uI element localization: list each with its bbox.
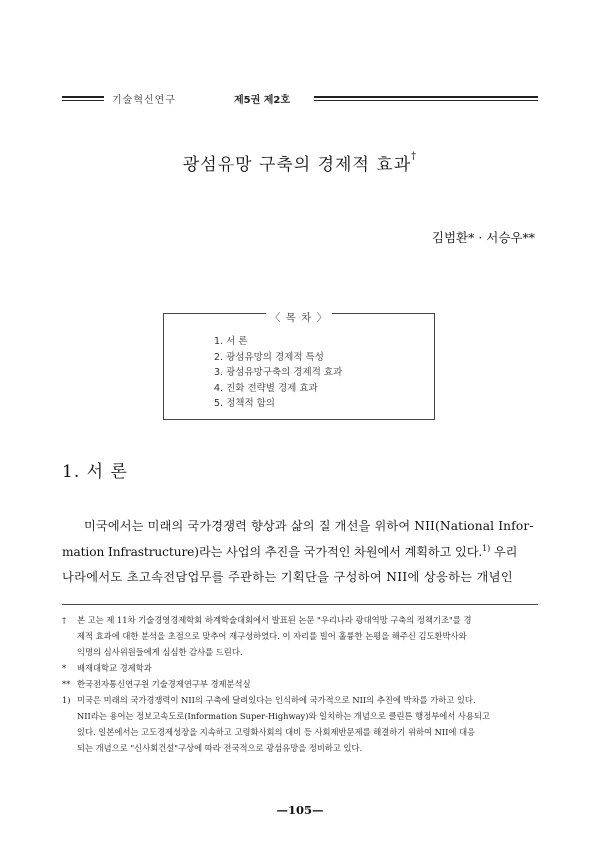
toc-item: 5. 정책적 함의 xyxy=(214,398,275,409)
journal-name: 기술혁신연구 xyxy=(112,95,176,106)
journal-volume: 제5권 제2호 xyxy=(234,95,291,106)
header-rule-left xyxy=(62,96,104,101)
footnote-line: 미국은 미래의 국가경쟁력이 NII의 구축에 달려있다는 인식하에 국가적으로 NII의 추진에 박차를 가하고 있다. xyxy=(77,695,476,705)
footnote-line: 배재대학교 경제학과 xyxy=(77,663,152,673)
footnote-line: 익명의 심사위원들에게 심심한 감사를 드린다. xyxy=(77,647,243,657)
footnote-rule xyxy=(62,604,538,605)
body-line: 나라에서도 초고속전담업무를 주관하는 기획단을 구성하여 NII에 상응하는 개념인 xyxy=(62,570,513,584)
running-header xyxy=(62,91,538,107)
paper-title-text: 광섬유망 구축의 경제적 효과 xyxy=(182,155,412,175)
footnote xyxy=(62,676,538,692)
header-rule-right xyxy=(314,96,538,101)
footnote-line: 본 고는 제 11차 기술경영경제학회 하계학술대회에서 발표된 논문 "우리나라 광대역망 구축의 정책기조"를 경 xyxy=(77,615,472,625)
footnote-line: 있다. 일본에서는 고도경제성장을 지속하고 고령화사회의 대비 등 사회제반문제를 해결하기 위하여 NII에 대응 xyxy=(77,727,476,737)
toc-item: 1. 서 론 xyxy=(214,336,248,347)
paper-title xyxy=(0,150,600,175)
section-heading: 1. 서 론 xyxy=(62,462,128,482)
authors: 김범환* · 서승우** xyxy=(431,230,535,245)
body-line-tail: 우리 xyxy=(490,545,518,559)
footnotes xyxy=(62,612,538,756)
footnote-line: NII라는 용어는 정보고속도로(Information Super-Highway)와 일치하는 개념으로 클린튼 행정부에서 사용되고 xyxy=(77,711,490,721)
footnote-line: 되는 개념으로 "신사회건설"구상에 따라 전국적으로 광섬유망을 정비하고 있다. xyxy=(77,743,363,753)
body-line: 미국에서는 미래의 국가경쟁력 향상과 삶의 질 개선을 위하여 NII(National Infor- xyxy=(84,519,534,533)
footnote-line: 제적 효과에 대한 분석을 초점으로 맞추어 재구성하였다. 이 자리를 빌어 훌륭한 논평을 해주신 김도환박사와 xyxy=(77,631,467,641)
footnote-line: 한국전자통신연구원 기술경제연구부 경제분석실 xyxy=(77,679,251,689)
footnote-mark: ** xyxy=(62,679,71,689)
toc-item: 3. 광섬유망구축의 경제적 효과 xyxy=(214,367,343,378)
toc-heading-text: 〈 목 차 〉 xyxy=(266,312,332,324)
footnote xyxy=(62,612,538,660)
footnote xyxy=(62,660,538,676)
footnote xyxy=(62,692,538,756)
toc-list xyxy=(214,334,342,412)
title-footnote-mark: † xyxy=(411,151,418,163)
table-of-contents xyxy=(163,313,435,420)
footnote-mark: 1) xyxy=(62,695,71,705)
footnote-ref: 1) xyxy=(482,543,491,553)
footnote-mark: † xyxy=(62,615,67,625)
toc-item: 4. 진화 전략별 경제 효과 xyxy=(214,382,318,394)
page-number: —105— xyxy=(276,803,324,817)
body-line xyxy=(62,543,538,560)
body-line-text: mation Infrastructure)라는 사업의 추진을 국가적인 차원에서 계획하고 있다. xyxy=(62,545,483,559)
toc-heading xyxy=(164,306,434,325)
footnote-mark: * xyxy=(62,663,67,673)
toc-item: 2. 광섬유망의 경제적 특성 xyxy=(214,351,324,363)
